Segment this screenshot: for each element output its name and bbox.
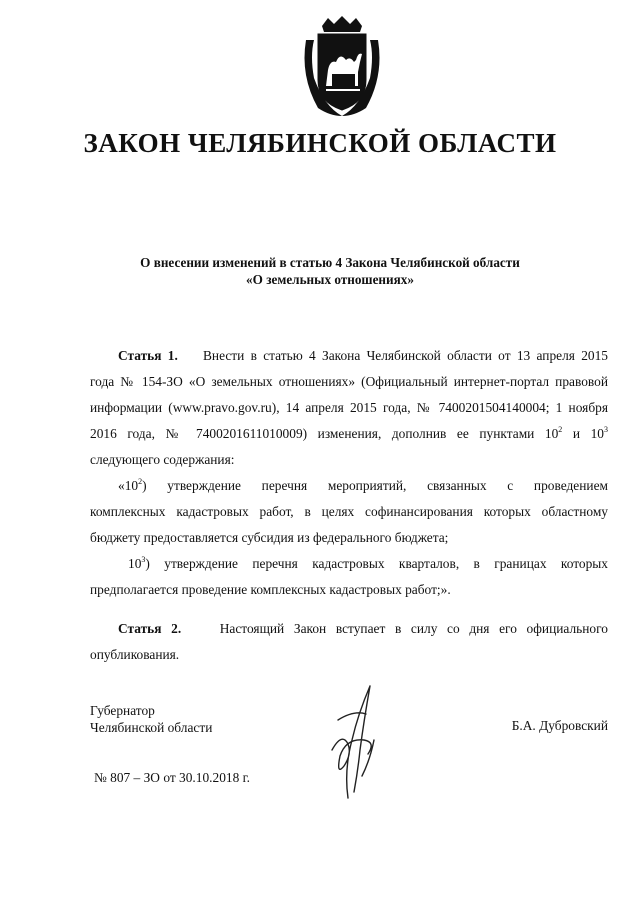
article-2-line-2: опубликования. — [90, 647, 180, 662]
point-10-3-line-2: предполагается проведение комплексных кадастровых работ;». — [90, 582, 451, 597]
point-10-2-line-1: «$10^2$) утверждение перечня мероприятий, связанных с проведением — [118, 477, 608, 493]
governor-title — [90, 702, 212, 736]
governor-position-line-2: Челябинской области — [90, 720, 213, 735]
law-subject — [100, 254, 560, 288]
article-2-line-1: Статья 2. Настоящий Закон вступает в силу со дня его официального — [118, 621, 608, 636]
subject-line-2: «О земельных отношениях» — [246, 272, 414, 287]
article-1-line-4: 2016 года, № 7400201611010009) изменения, дополнив ее пунктами $10^2$ и $10^3$ — [90, 425, 608, 441]
article-1-line-5: следующего содержания: — [90, 452, 235, 467]
subject-line-1: О внесении изменений в статью 4 Закона Челябинской области — [140, 255, 520, 270]
article-2-label: Статья 2. — [118, 621, 182, 636]
signer-name: Б.А. Дубровский — [511, 718, 608, 733]
point-10-3-line-1: $10^3$) утверждение перечня кадастровых кварталов, в границах которых — [128, 555, 608, 571]
point-10-2-line-3: бюджету предоставляется субсидия из федерального бюджета; — [90, 530, 449, 545]
governor-position-line-1: Губернатор — [90, 703, 155, 718]
article-2 — [90, 616, 608, 668]
coat-of-arms-emblem — [300, 16, 384, 120]
law-number-date: № 807 – ЗО от 30.10.2018 г. — [94, 770, 250, 785]
article-1-line-2: года № 154-ЗО «О земельных отношениях» (Официальный интернет-портал правовой — [90, 374, 608, 389]
article-1-label: Статья 1. — [118, 348, 178, 363]
document-title: ЗАКОН ЧЕЛЯБИНСКОЙ ОБЛАСТИ — [83, 128, 557, 158]
article-1 — [90, 343, 608, 603]
point-10-2-line-2: комплексных кадастровых работ, в целях софинансирования которых областному — [90, 504, 608, 519]
article-1-line-1: Статья 1. Внести в статью 4 Закона Челябинской области от 13 апреля 2015 — [118, 348, 608, 363]
article-1-line-3: информации (www.pravo.gov.ru), 14 апреля 2015 года, № 7400201504140004; 1 ноября — [90, 400, 608, 415]
handwritten-signature — [318, 680, 388, 808]
